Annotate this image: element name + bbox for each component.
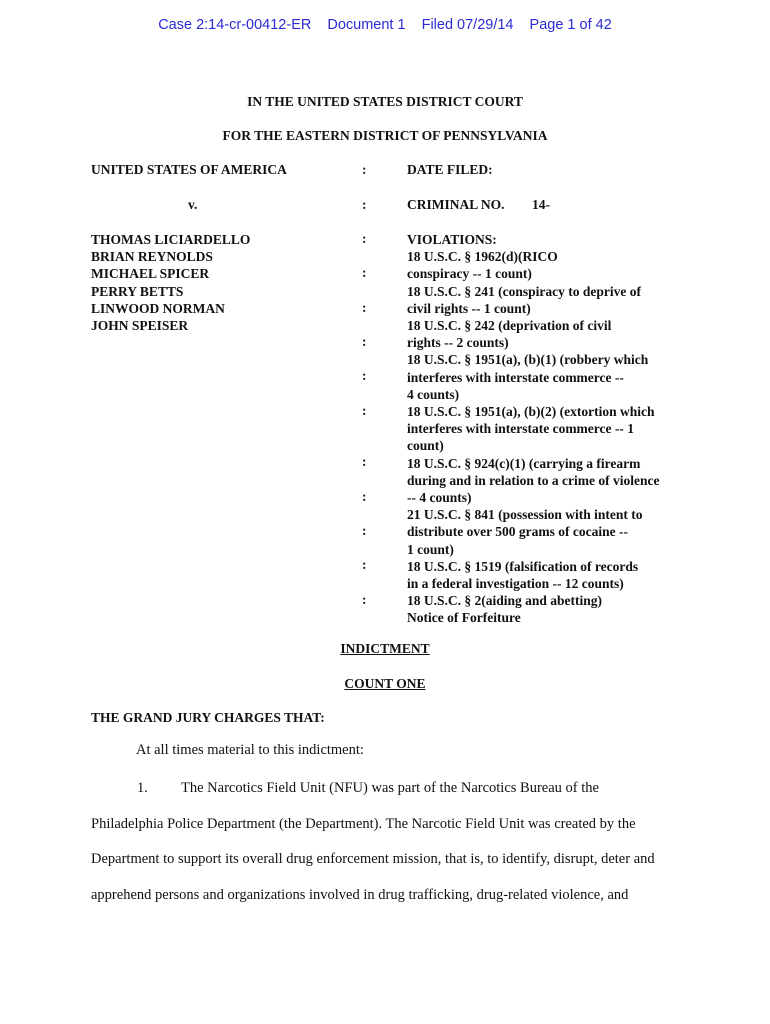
page-number: Page 1 of 42 bbox=[529, 17, 612, 33]
caption-colon: : bbox=[362, 300, 367, 315]
caption-colon: : bbox=[362, 265, 367, 280]
caption-colon: : bbox=[362, 489, 367, 504]
violation-line: 18 U.S.C. § 1519 (falsification of records bbox=[407, 558, 639, 574]
grand-jury-charges: THE GRAND JURY CHARGES THAT: bbox=[91, 710, 325, 725]
material-statement: At all times material to this indictment: bbox=[136, 742, 364, 758]
violation-line: 18 U.S.C. § 241 (conspiracy to deprive of bbox=[407, 283, 641, 299]
violation-line: 4 counts) bbox=[407, 386, 460, 402]
caption-colon: : bbox=[362, 403, 367, 418]
paragraph-line: The Narcotics Field Unit (NFU) was part of the Narcotics Bureau of the bbox=[181, 780, 599, 796]
paragraph-line: apprehend persons and organizations involved in drug trafficking, drug-related violence, and bbox=[91, 887, 629, 903]
criminal-number-label: CRIMINAL NO. bbox=[407, 197, 505, 212]
caption-colon: : bbox=[362, 197, 367, 212]
defendant: THOMAS LICIARDELLO bbox=[91, 232, 251, 247]
court-title: IN THE UNITED STATES DISTRICT COURT bbox=[247, 94, 523, 109]
violation-line: count) bbox=[407, 438, 444, 454]
caption-colon: : bbox=[362, 368, 367, 383]
caption-colon: : bbox=[362, 592, 367, 607]
caption-colon: : bbox=[362, 334, 367, 349]
defendant: PERRY BETTS bbox=[91, 283, 184, 299]
defendants-list bbox=[91, 231, 250, 334]
violation-line: rights -- 2 counts) bbox=[407, 335, 509, 351]
violation-line: distribute over 500 grams of cocaine -- bbox=[407, 524, 628, 540]
caption-colon: : bbox=[362, 162, 367, 177]
violation-line: in a federal investigation -- 12 counts) bbox=[407, 576, 624, 592]
indictment-heading: INDICTMENT bbox=[340, 641, 430, 656]
violation-line: Notice of Forfeiture bbox=[407, 610, 521, 626]
violation-line: -- 4 counts) bbox=[407, 490, 472, 506]
count-one-heading: COUNT ONE bbox=[344, 676, 426, 691]
violation-line: 1 count) bbox=[407, 541, 454, 557]
violations-heading: VIOLATIONS: bbox=[407, 232, 497, 247]
ecf-header bbox=[0, 17, 770, 33]
defendant: JOHN SPEISER bbox=[91, 318, 189, 334]
violation-line: civil rights -- 1 count) bbox=[407, 300, 531, 316]
paragraph-line: Philadelphia Police Department (the Department). The Narcotic Field Unit was created by the bbox=[91, 816, 636, 832]
violation-line: 18 U.S.C. § 1962(d)(RICO bbox=[407, 249, 558, 265]
paragraph-number: 1. bbox=[137, 780, 148, 796]
district-title: FOR THE EASTERN DISTRICT OF PENNSYLVANIA bbox=[222, 128, 548, 143]
caption-colon: : bbox=[362, 523, 367, 538]
filed-date: Filed 07/29/14 bbox=[421, 17, 514, 33]
violation-line: 18 U.S.C. § 1951(a), (b)(2) (extortion which bbox=[407, 404, 655, 420]
caption-colon: : bbox=[362, 231, 367, 246]
defendant: MICHAEL SPICER bbox=[91, 266, 210, 282]
violation-line: 18 U.S.C. § 2(aiding and abetting) bbox=[407, 593, 603, 609]
date-filed: DATE FILED: bbox=[407, 162, 493, 177]
caption-colon: : bbox=[362, 454, 367, 469]
violations-list bbox=[407, 231, 697, 627]
violation-line: interferes with interstate commerce -- bbox=[407, 369, 624, 385]
plaintiff: UNITED STATES OF AMERICA bbox=[91, 162, 287, 177]
defendant: BRIAN REYNOLDS bbox=[91, 249, 213, 265]
defendant: LINWOOD NORMAN bbox=[91, 300, 225, 316]
criminal-number-value: 14- bbox=[532, 197, 550, 212]
document-number: Document 1 bbox=[327, 17, 406, 33]
caption-colon: : bbox=[362, 557, 367, 572]
violation-line: 18 U.S.C. § 924(c)(1) (carrying a firearm bbox=[407, 455, 641, 471]
violation-line: conspiracy -- 1 count) bbox=[407, 266, 532, 282]
violation-line: 18 U.S.C. § 242 (deprivation of civil bbox=[407, 318, 612, 334]
violation-line: interferes with interstate commerce -- 1 bbox=[407, 421, 635, 437]
violation-line: during and in relation to a crime of violence bbox=[407, 472, 660, 488]
violation-line: 18 U.S.C. § 1951(a), (b)(1) (robbery which bbox=[407, 352, 649, 368]
versus: v. bbox=[188, 197, 198, 212]
case-number: Case 2:14-cr-00412-ER bbox=[158, 17, 312, 33]
paragraph-line: Department to support its overall drug enforcement mission, that is, to identify, disrupt, deter and bbox=[91, 851, 655, 867]
violation-line: 21 U.S.C. § 841 (possession with intent to bbox=[407, 507, 643, 523]
